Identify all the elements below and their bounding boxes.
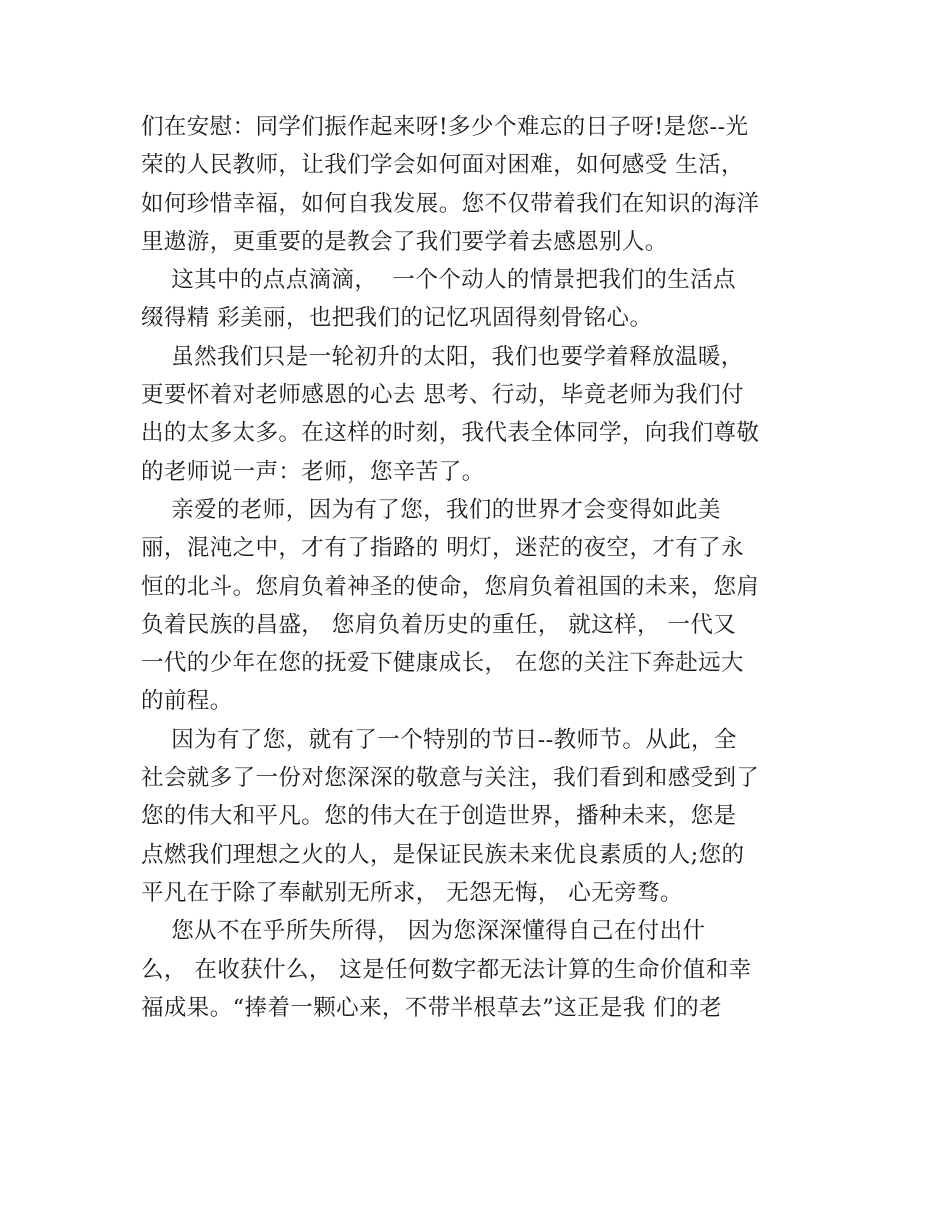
text-line: 的前程。 [141,688,233,715]
text-line: 里遨游，更重要的是教会了我们要学着去感恩别人。 [141,228,668,255]
text-line: 您从不在乎所失所得， 因为您深深懂得自己在付出什 [141,918,706,945]
text-line: 平凡在于除了奉献别无所求， 无怨无悔， 心无旁骛。 [141,879,683,906]
text-line: 负着民族的昌盛， 您肩负着历史的重任， 就这样， 一代又 [141,611,737,638]
text-line: 出的太多太多。在这样的时刻，我代表全体同学，向我们尊敬 [141,420,760,447]
text-line: 恒的北斗。您肩负着神圣的使命，您肩负着祖国的未来，您肩 [141,573,760,600]
text-line: 的老师说一声：老师，您辛苦了。 [141,458,485,485]
text-line: 一代的少年在您的抚爱下健康成长， 在您的关注下奔赴远大 [141,650,744,677]
text-line: 亲爱的老师，因为有了您，我们的世界才会变得如此美 [141,496,721,523]
text-line: 您的伟大和平凡。您的伟大在于创造世界，播种未来，您是 [141,803,737,830]
text-line: 因为有了您，就有了一个特别的节日--教师节。从此，全 [141,726,737,753]
text-line: 荣的人民教师，让我们学会如何面对困难，如何感受 生活， [141,152,744,179]
text-line: 更要怀着对老师感恩的心去 思考、行动，毕竟老师为我们付 [141,382,744,409]
body-text [141,108,821,1027]
text-line: 这其中的点点滴滴， 一个个动人的情景把我们的生活点 [141,267,736,294]
text-line: 缀得精 彩美丽，也把我们的记忆巩固得刻骨铭心。 [141,305,653,332]
text-line: 么， 在收获什么， 这是任何数字都无法计算的生命价值和幸 [141,956,752,983]
text-line: 虽然我们只是一轮初升的太阳，我们也要学着释放温暖， [141,343,744,370]
text-line: 们在安慰：同学们振作起来呀!多少个难忘的日子呀!是您--光 [141,114,749,140]
text-line: 福成果。“捧着一颗心来，不带半根草去”这正是我 们的老 [141,994,722,1021]
text-line: 点燃我们理想之火的人，是保证民族未来优良素质的人;您的 [141,841,745,868]
text-line: 丽，混沌之中，才有了指路的 明灯，迷茫的夜空，才有了永 [141,535,744,562]
text-line: 如何珍惜幸福，如何自我发展。您不仅带着我们在知识的海洋 [141,190,760,217]
text-line: 社会就多了一份对您深深的敬意与关注，我们看到和感受到了 [141,765,760,792]
